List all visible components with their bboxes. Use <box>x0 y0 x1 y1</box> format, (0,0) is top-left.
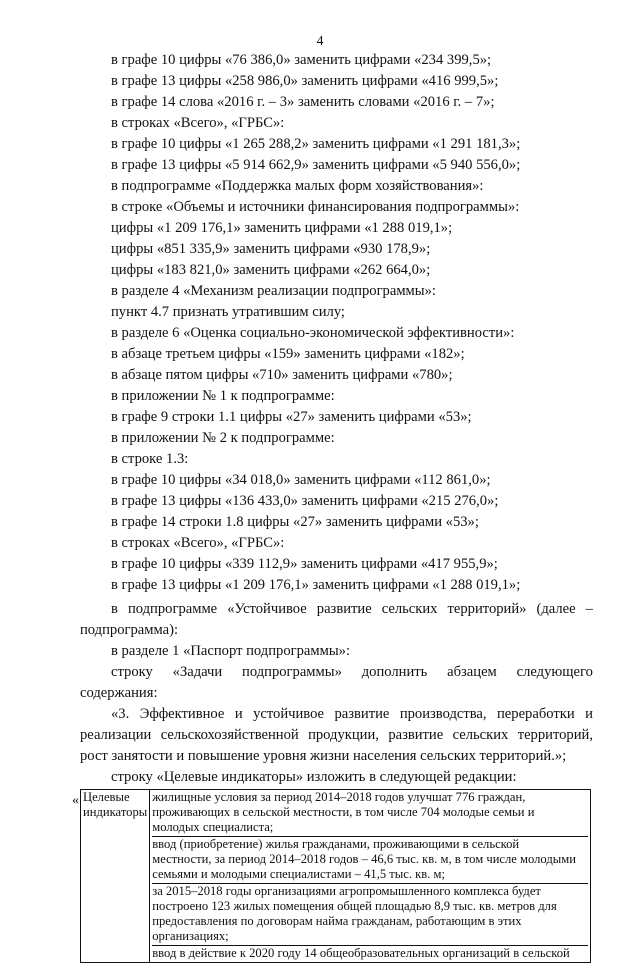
table-open-quote: « <box>72 793 79 808</box>
quote-paragraph-line2 <box>80 726 593 744</box>
word: подпрограммы» <box>242 664 342 680</box>
indicators-label-cell <box>81 790 150 963</box>
word: территорий» <box>447 601 527 617</box>
amendment-line: в графе 10 цифры «76 386,0» заменить цифрами «234 399,5»; <box>111 52 492 68</box>
table-row <box>81 790 591 963</box>
indicator-line: жилищные условия за период 2014–2018 годов улучшат 776 граждан, <box>152 790 526 804</box>
quote-paragraph-line1 <box>111 705 593 723</box>
word: следующего <box>516 664 593 680</box>
word: подпрограмме <box>127 601 218 617</box>
amendment-line: в графе 9 строки 1.1 цифры «27» заменить цифрами «53»; <box>111 409 472 425</box>
amendment-line: в строке 1.3: <box>111 451 189 467</box>
word: дополнить <box>361 664 428 680</box>
indicator-line: молодых специалиста; <box>152 820 274 834</box>
amendment-line: в графе 10 цифры «1 265 288,2» заменить цифрами «1 291 181,3»; <box>111 136 521 152</box>
indicator-line: местности, за период 2014–2018 годов – 46,6 тыс. кв. м, в том числе молодыми <box>152 852 576 866</box>
indicator-line: предоставления по договорам найма гражданам, работающим в этих <box>152 914 522 928</box>
word: абзацем <box>447 664 497 680</box>
indicator-line: ввод в действие к 2020 году 14 общеобразовательных организаций в сельской <box>152 946 570 960</box>
word: сельских <box>452 727 509 743</box>
indicator-item <box>152 884 588 946</box>
word: территорий, <box>517 727 593 743</box>
indicator-line: организациях; <box>152 929 229 943</box>
amendment-line: в графе 14 строки 1.8 цифры «27» заменить цифрами «53»; <box>111 514 479 530</box>
indicator-line: проживающих в сельской местности, в том числе 704 молодые семьи и <box>152 805 535 819</box>
indicator-line: семьями и молодыми специалистами – 41,5 тыс. кв. м; <box>152 867 445 881</box>
word: «3. <box>111 706 130 722</box>
amendment-line: цифры «851 335,9» заменить цифрами «930 178,9»; <box>111 241 431 257</box>
indicators-content-cell <box>150 790 591 963</box>
word: реализации <box>80 727 152 743</box>
word: и <box>585 706 593 722</box>
word: «Задачи <box>172 664 223 680</box>
word: сельскохозяйственной <box>160 727 299 743</box>
amendment-line: в разделе 4 «Механизм реализации подпрограммы»: <box>111 283 436 299</box>
amendment-line: в графе 13 цифры «136 433,0» заменить цифрами «215 276,0»; <box>111 493 499 509</box>
word: в <box>111 601 118 617</box>
amendment-line: в строках «Всего», «ГРБС»: <box>111 115 285 131</box>
word: продукции, <box>308 727 379 743</box>
word: переработки <box>497 706 575 722</box>
amendment-line: в графе 13 цифры «5 914 662,9» заменить цифрами «5 940 556,0»; <box>111 157 521 173</box>
amendment-line: в графе 10 цифры «339 112,9» заменить цифрами «417 955,9»; <box>111 556 498 572</box>
indicators-label-line1: Целевые <box>83 790 130 804</box>
word: развитие <box>388 727 444 743</box>
word: «Устойчивое <box>227 601 307 617</box>
indicator-item <box>152 790 588 837</box>
amendment-line: в подпрограмме «Поддержка малых форм хозяйствования»: <box>111 178 484 194</box>
amendment-line: в графе 13 цифры «258 986,0» заменить цифрами «416 999,5»; <box>111 73 499 89</box>
amendment-line: в приложении № 2 к подпрограмме: <box>111 430 335 446</box>
amendment-line: в абзаце пятом цифры «710» заменить цифрами «780»; <box>111 367 453 383</box>
amendment-line: цифры «1 209 176,1» заменить цифрами «1 288 019,1»; <box>111 220 453 236</box>
quote-paragraph-line3: рост занятости и повышение уровня жизни населения сельских территорий.»; <box>80 748 567 764</box>
indicator-line: ввод (приобретение) жилья гражданами, проживающими в сельской <box>152 837 520 851</box>
indicator-line: за 2015–2018 годы организациями агропромышленного комплекса будет <box>152 884 541 898</box>
indicator-item <box>152 946 588 962</box>
word: и <box>234 706 243 722</box>
amendment-line: пункт 4.7 признать утратившим силу; <box>111 304 345 320</box>
indicators-table <box>80 789 591 963</box>
indicators-label-line2: индикаторы <box>83 805 148 819</box>
amendment-line: в строке «Объемы и источники финансирования подпрограммы»: <box>111 199 520 215</box>
section-passport: в разделе 1 «Паспорт подпрограммы»: <box>111 643 351 659</box>
amendment-line: в строках «Всего», «ГРБС»: <box>111 535 285 551</box>
word: (далее <box>536 601 576 617</box>
tasks-paragraph-line1 <box>111 663 593 681</box>
amendment-line: в абзаце третьем цифры «159» заменить цифрами «182»; <box>111 346 465 362</box>
indicator-item <box>152 837 588 884</box>
word: сельских <box>381 601 438 617</box>
word: развитие <box>316 601 372 617</box>
amendment-line: цифры «183 821,0» заменить цифрами «262 664,0»; <box>111 262 431 278</box>
word: строку <box>111 664 153 680</box>
amendment-line: в разделе 6 «Оценка социально-экономической эффективности»: <box>111 325 515 341</box>
tasks-paragraph-line2: содержания: <box>80 685 158 701</box>
amendment-line: в графе 10 цифры «34 018,0» заменить цифрами «112 861,0»; <box>111 472 491 488</box>
subprogram-paragraph-line1 <box>111 600 593 618</box>
amendment-line: в графе 14 слова «2016 г. – 3» заменить словами «2016 г. – 7»; <box>111 94 495 110</box>
amendment-line: в приложении № 1 к подпрограмме: <box>111 388 335 404</box>
page-number: 4 <box>316 34 324 49</box>
indicator-line: построено 123 жилых помещения общей площадью 8,9 тыс. кв. метров для <box>152 899 557 913</box>
word: производства, <box>399 706 487 722</box>
word: развитие <box>334 706 390 722</box>
subprogram-paragraph-line2: подпрограмма): <box>80 622 179 638</box>
word: – <box>585 601 593 617</box>
word: Эффективное <box>139 706 225 722</box>
amendment-line: в графе 13 цифры «1 209 176,1» заменить цифрами «1 288 019,1»; <box>111 577 521 593</box>
word: устойчивое <box>253 706 325 722</box>
indicators-intro: строку «Целевые индикаторы» изложить в следующей редакции: <box>111 769 517 785</box>
